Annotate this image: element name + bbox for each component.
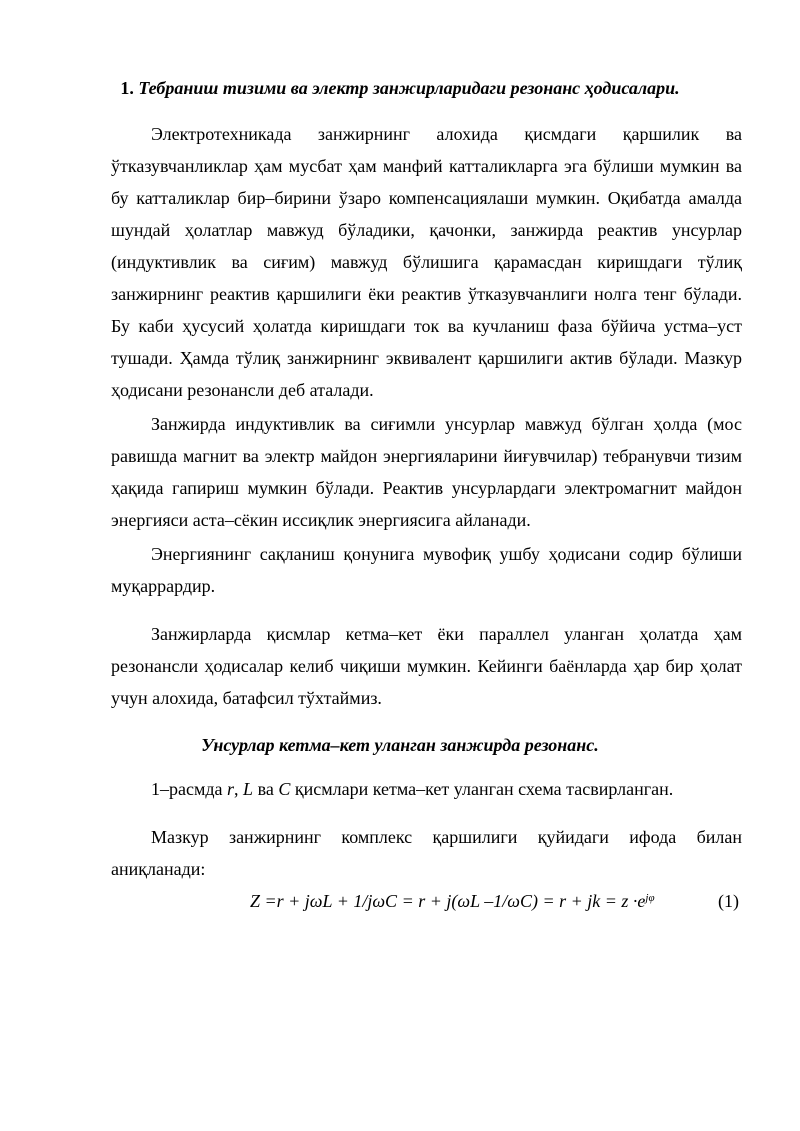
- paragraph-series-parallel: Занжирларда қисмлар кетма–кет ёки параллел уланган ҳолатда ҳам резонансли ҳодисалар келиб чиқиши мумкин. Кейинги баёнларда ҳар бир ҳолат учун алохида, батафсил тўхтаймиз.: [111, 624, 742, 708]
- paragraph-energy-conservation: Энергиянинг сақланиш қонунига мувофиқ ушбу ҳодисани содир бўлиши муқаррардир.: [111, 544, 742, 596]
- paragraph-figure-reference: [111, 773, 742, 805]
- section-heading: [58, 76, 742, 100]
- symbol-L: L: [243, 779, 254, 799]
- figure-ref-suffix: қисмлари кетма–кет уланган схема тасвирланган.: [290, 779, 674, 799]
- paragraph-oscillating-system: Занжирда индуктивлик ва сиғимли унсурлар мавжуд бўлган ҳолда (мос равишда магнит ва электр майдон энергияларини йиғувчилар) тебранувчи тизим ҳақида гапириш мумкин бўлади. Реактив унсурлардаги электромагнит майдон энергияси аста–сёкин иссиқлик энергиясига айланади.: [111, 414, 742, 530]
- section-title: Тебраниш тизими ва электр занжирларидаги резонанс ҳодисалари.: [138, 78, 680, 98]
- figure-ref-sep1: ,: [234, 779, 244, 799]
- impedance-formula: [250, 889, 655, 913]
- figure-ref-sep2: ва: [253, 779, 279, 799]
- paragraph-resonance-intro: Электротехникада занжирнинг алохида қисмдаги қаршилик ва ўтказувчанликлар ҳам мусбат ҳам манфий катталикларга эга бўлиши мумкин ва бу катталиклар бир–бирини ўзаро компенсациялаши мумкин. Оқибатда амалда шундай ҳолатлар мавжуд бўладики, қачонки, занжирда реактив унсурлар (индуктивлик ва сиғим) мавжуд бўлишига қарамасдан киришдаги тўлиқ занжирнинг реактив қаршилиги ёки реактив ўтказувчанлиги нолга тенг бўлади. Бу каби ҳусусий ҳолатда киришдаги ток ва кучланиш фаза бўйича устма–уст тушади. Ҳамда тўлиқ занжирнинг эквивалент қаршилиги актив бўлади. Мазкур ҳодисани резонансли деб аталади.: [111, 124, 742, 400]
- symbol-C: C: [278, 779, 291, 799]
- formula-body: Z =r + jωL + 1/jωC = r + j(ωL –1/ωC) = r + jk = z ·e: [250, 891, 646, 911]
- subsection-heading: Унсурлар кетма–кет уланган занжирда резонанс.: [201, 735, 599, 755]
- figure-ref-prefix: 1–расмда: [151, 779, 228, 799]
- equation-number: (1): [718, 891, 739, 911]
- paragraph-complex-impedance: Мазкур занжирнинг комплекс қаршилиги қуйидаги ифода билан аниқланади:: [111, 827, 742, 879]
- formula-exponent: jφ: [645, 892, 655, 904]
- symbol-r: r: [227, 779, 235, 799]
- section-number: 1.: [120, 78, 134, 98]
